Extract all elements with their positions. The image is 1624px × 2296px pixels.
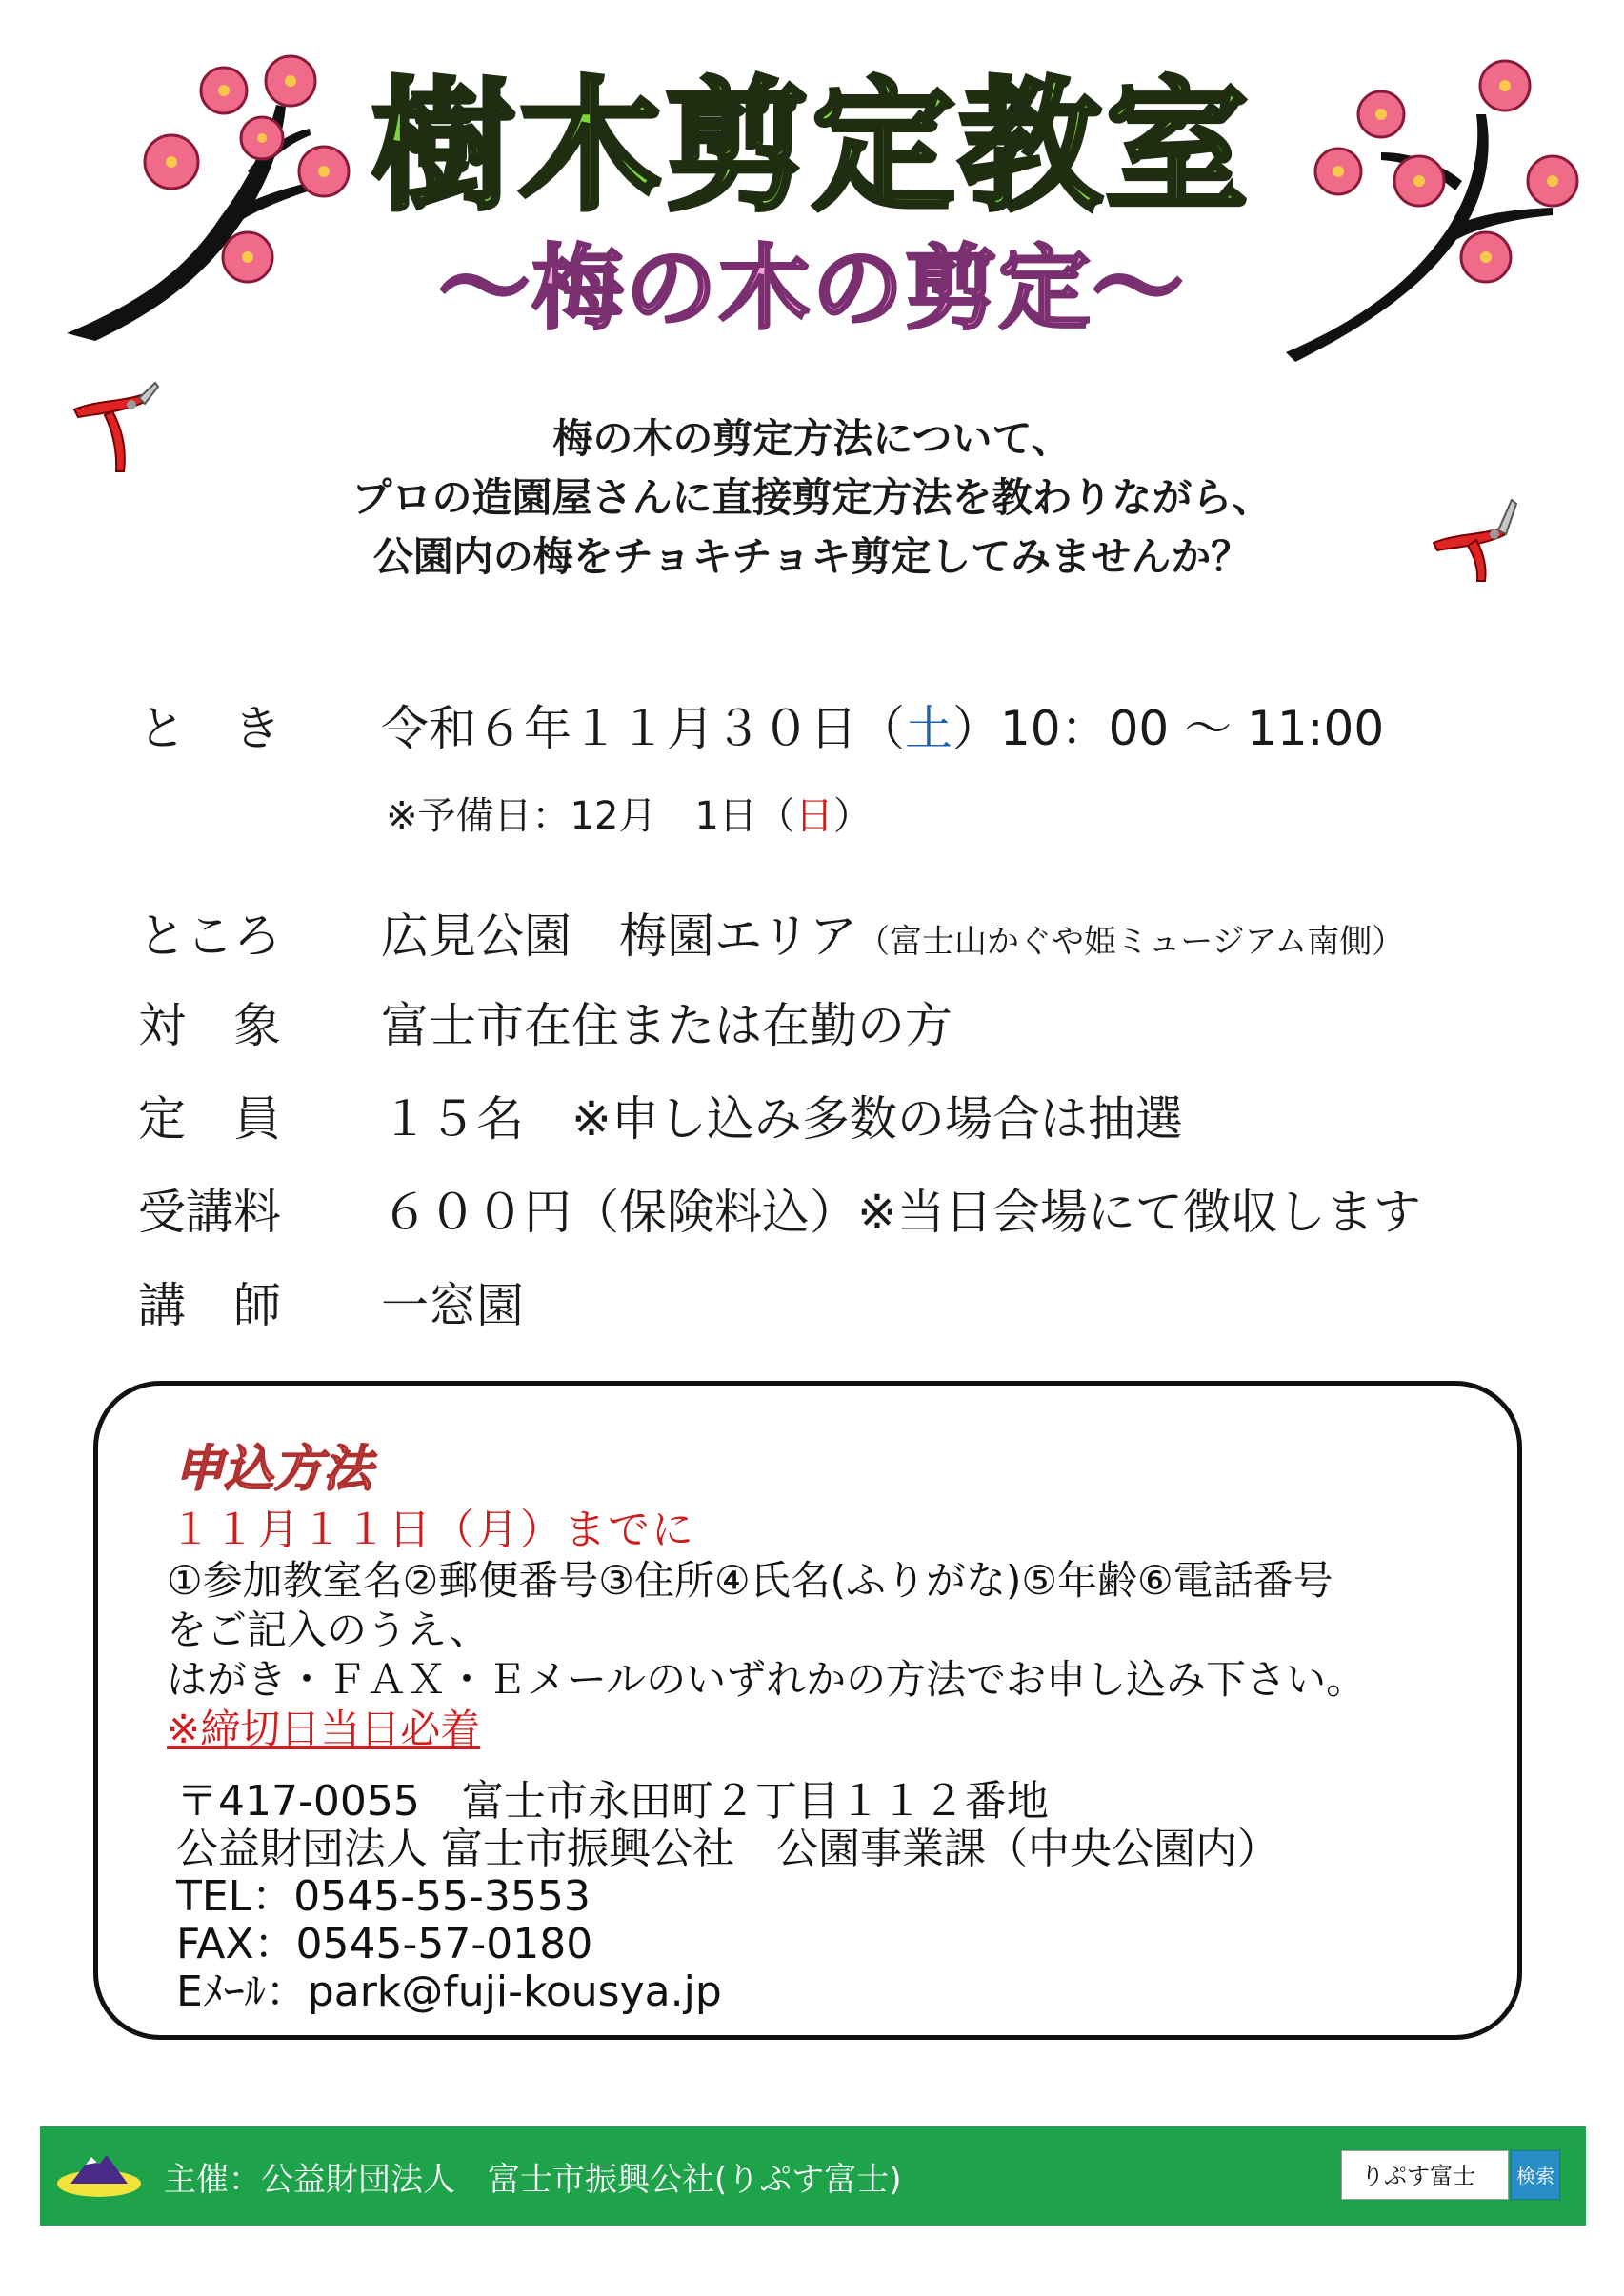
- detail-value: 広見公園 梅園エリア（富士山かぐや姫ミュージアム南側）: [381, 908, 1405, 964]
- application-deadline: １１月１１日（月）までに: [170, 1506, 695, 1554]
- intro-line: 梅の木の剪定方法について、: [552, 415, 1072, 462]
- weekday-saturday: 土: [905, 701, 952, 756]
- contact-organization: 公益財団法人 富士市振興公社 公園事業課（中央公園内）: [176, 1825, 1279, 1873]
- host-text: 主催：公益財団法人 富士市振興公社(りぷす富士): [164, 2161, 902, 2199]
- detail-value: １５名 ※申し込み多数の場合は抽選: [381, 1091, 1183, 1147]
- contact-fax: FAX：0545-57-0180: [176, 1920, 593, 1968]
- intro-line: 公園内の梅をチョキチョキ剪定してみませんか？: [372, 533, 1252, 580]
- detail-label: 対 象: [138, 998, 281, 1053]
- application-instruction: ①参加教室名②郵便番号③住所④氏名(ふりがな)⑤年齢⑥電話番号: [167, 1557, 1333, 1604]
- detail-value: 一窓園: [381, 1278, 524, 1333]
- footer-bar: [40, 2126, 1586, 2226]
- application-box: [93, 1381, 1522, 2040]
- application-instruction: をご記入のうえ、: [167, 1607, 490, 1653]
- detail-value: 令和６年１１月３０日（土）10：00 ～ 11:00: [381, 701, 1385, 756]
- contact-tel: TEL：0545-55-3553: [176, 1872, 591, 1921]
- application-instruction: はがき・ＦＡＸ・Ｅメールのいずれかの方法でお申し込み下さい。: [167, 1656, 1367, 1703]
- detail-label: 受講料: [138, 1185, 281, 1240]
- contact-email[interactable]: Eﾒｰﾙ：park@fuji-kousya.jp: [176, 1967, 722, 2016]
- contact-address: 〒417-0055 富士市永田町２丁目１１２番地: [176, 1777, 1049, 1826]
- detail-label: 定 員: [138, 1091, 281, 1147]
- page-title: 樹木剪定教室: [371, 65, 1253, 230]
- application-heading: 申込方法: [174, 1441, 373, 1498]
- detail-value: 富士市在住または在勤の方: [381, 998, 952, 1053]
- deadline-warning: ※締切日当日必着: [167, 1706, 481, 1752]
- detail-label: と き: [138, 701, 281, 756]
- detail-value: ６００円（保険料込）※当日会場にて徴収します: [381, 1185, 1421, 1240]
- location-note: （富士山かぐや姫ミュージアム南側）: [857, 923, 1405, 961]
- intro-line: プロの造園屋さんに直接剪定方法を教わりながら、: [351, 474, 1273, 521]
- detail-label: 講 師: [138, 1278, 281, 1333]
- weekday-sunday: 日: [794, 794, 833, 838]
- reserve-day-note: ※予備日：12月 1日（日）: [386, 794, 872, 838]
- detail-label: ところ: [138, 908, 281, 964]
- search-button[interactable]: 検索: [1511, 2150, 1560, 2200]
- page-subtitle: ～梅の木の剪定～: [438, 235, 1186, 342]
- organization-logo-icon: [53, 2146, 145, 2205]
- intro-text: [0, 409, 1624, 587]
- search-input[interactable]: りぷす富士: [1341, 2150, 1509, 2200]
